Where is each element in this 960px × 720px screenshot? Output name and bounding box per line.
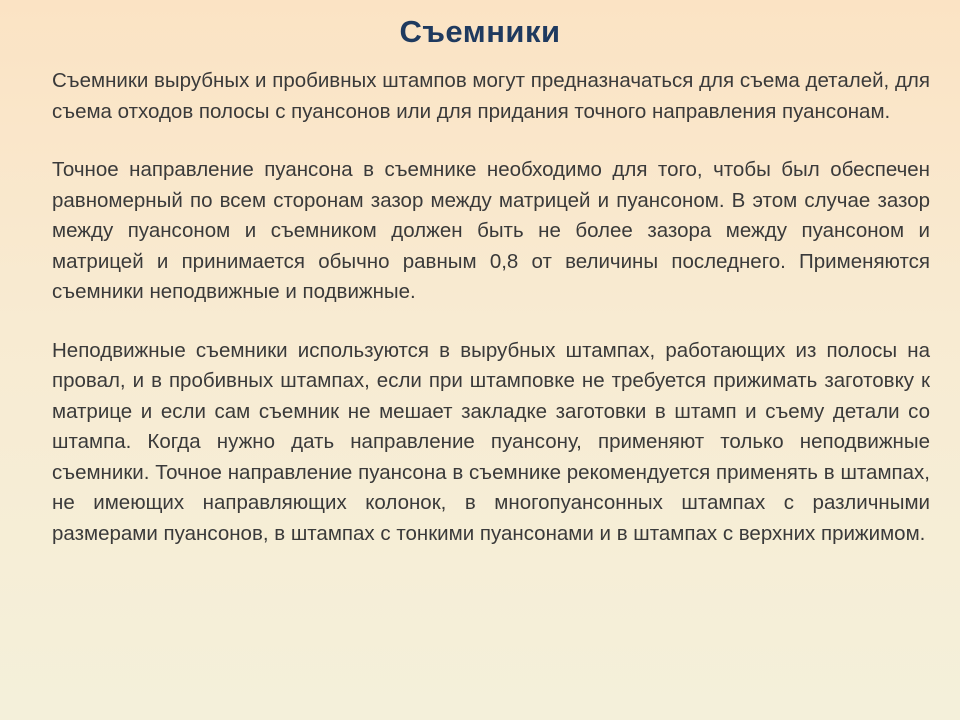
paragraph-fixed-strippers: Неподвижные съемники используются в вырубных штампах, работающих из полосы на провал, и в пробивных штампах, если при штамповке не требуется прижимать заготовку к матрице и если сам съемник не мешает закладке заготовки в штамп и съему детали со штампа. Когда нужно дать направление пуансону, применяют только неподвижные съемники. Точное направление пуансона в съемнике рекомендуется применять в штампах, не имеющих направляющих колонок, в многопуансонных штампах с различными размерами пуансонов, в штампах с тонкими пуансонами и в штампах с верхних прижимом.	[52, 338, 930, 545]
slide-body	[52, 66, 930, 549]
slide-title: Съемники	[399, 14, 561, 49]
paragraph-punch-guidance: Точное направление пуансона в съемнике необходимо для того, чтобы был обеспечен равномерный по всем сторонам зазор между матрицей и пуансоном. В этом случае зазор между пуансоном и съемником должен быть не более зазора между пуансоном и матрицей и принимается обычно равным 0,8 от величины последнего. Применяются съемники неподвижные и подвижные.	[52, 158, 930, 303]
paragraph-strippers-purpose: Съемники вырубных и пробивных штампов могут предназначаться для съема деталей, для съема отходов полосы с пуансонов или для придания точного направления пуансонам.	[52, 69, 930, 123]
